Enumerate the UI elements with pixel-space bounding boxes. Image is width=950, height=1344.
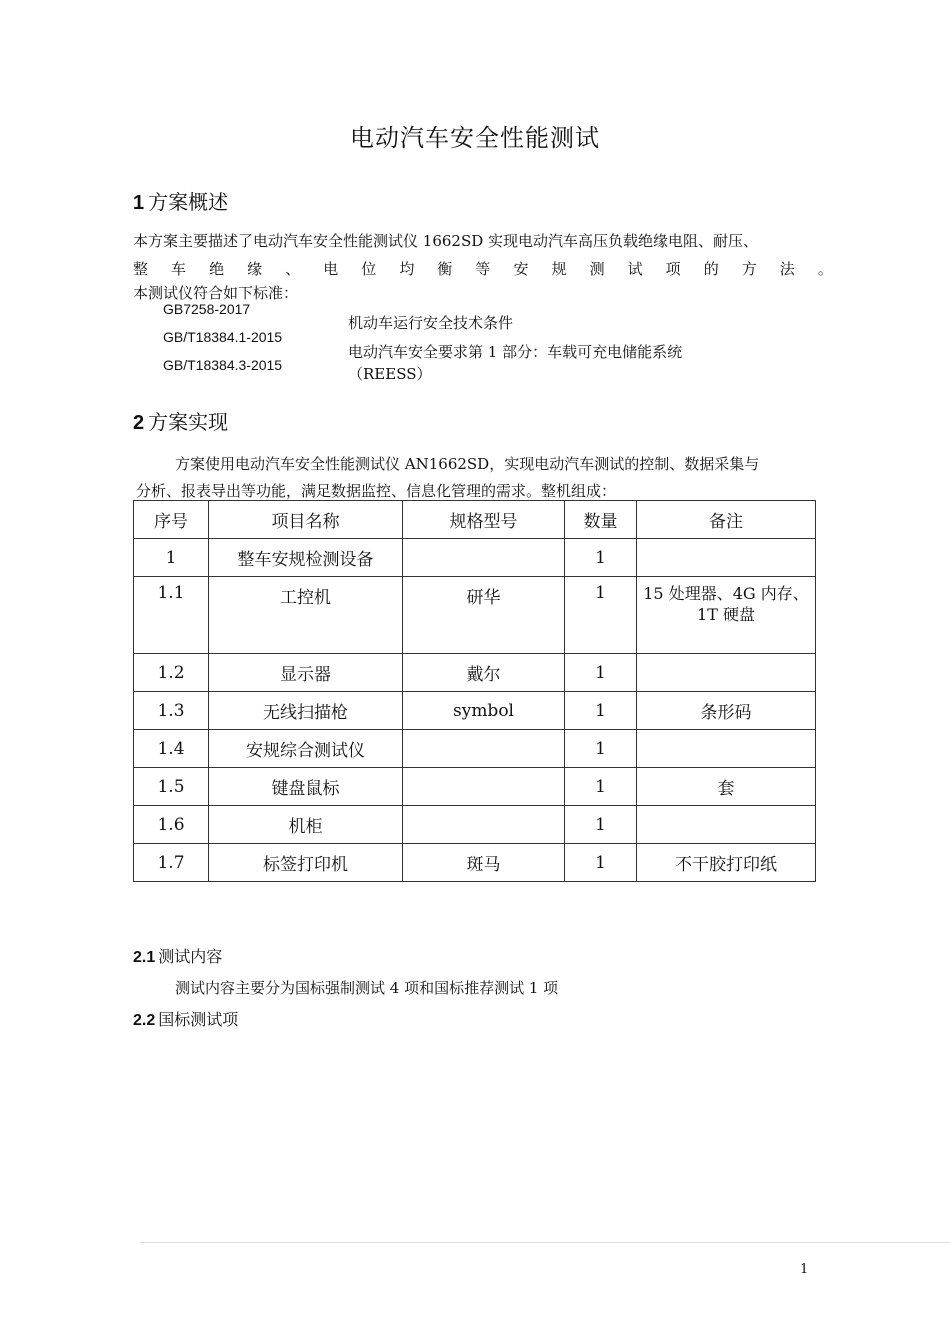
table-cell: 1 — [565, 730, 637, 768]
table-header-row — [134, 501, 816, 539]
table-row — [134, 730, 816, 768]
intro-char: 法 — [779, 260, 795, 278]
table-cell — [403, 768, 565, 806]
intro-char: 项 — [665, 260, 681, 278]
table-cell — [637, 654, 816, 692]
section-number: 2.1 — [133, 949, 156, 966]
table-cell: 1 — [134, 539, 209, 577]
table-cell: 1 — [565, 768, 637, 806]
table-cell: 戴尔 — [403, 654, 565, 692]
intro-char: 均 — [399, 260, 415, 278]
intro-line-1: 本方案主要描述了电动汽车安全性能测试仪 1662SD 实现电动汽车高压负载绝缘电阻、耐压、 — [133, 232, 759, 250]
intro-char: 缘 — [247, 260, 263, 278]
table-cell: 研华 — [403, 577, 565, 654]
table-cell: 显示器 — [209, 654, 403, 692]
table-cell: 斑马 — [403, 844, 565, 882]
column-header: 备注 — [637, 501, 816, 539]
column-header: 项目名称 — [209, 501, 403, 539]
table-cell: symbol — [403, 692, 565, 730]
table-row — [134, 806, 816, 844]
intro-char: 整 — [133, 260, 149, 278]
table-row — [134, 692, 816, 730]
column-header: 数量 — [565, 501, 637, 539]
table-cell — [637, 577, 816, 654]
table-cell: 1 — [565, 577, 637, 654]
table-row — [134, 768, 816, 806]
column-header: 规格型号 — [403, 501, 565, 539]
table-cell: 1 — [565, 806, 637, 844]
section-title: 方案实现 — [148, 410, 229, 434]
standard-description-tail: （REESS） — [348, 365, 432, 383]
standard-code: GB/T18384.3-2015 — [163, 357, 283, 373]
section-number: 1 — [133, 192, 145, 214]
intro-char: 的 — [703, 260, 719, 278]
table-cell — [403, 730, 565, 768]
table-cell: 套 — [637, 768, 816, 806]
table-cell — [403, 539, 565, 577]
section-1-heading — [133, 186, 228, 215]
table-cell: 机柜 — [209, 806, 403, 844]
table-cell: 1 — [565, 539, 637, 577]
intro-char: 试 — [627, 260, 643, 278]
standard-code: GB/T18384.1-2015 — [163, 329, 283, 345]
intro-char: 方 — [741, 260, 757, 278]
table-cell: 1.3 — [134, 692, 209, 730]
standard-code: GB7258-2017 — [163, 301, 251, 317]
table-cell: 安规综合测试仪 — [209, 730, 403, 768]
table-cell: 工控机 — [209, 577, 403, 654]
table-cell: 1.1 — [134, 577, 209, 654]
section-2-1-heading — [133, 944, 222, 967]
table-cell: 条形码 — [637, 692, 816, 730]
intro-char: 位 — [361, 260, 377, 278]
table-cell: 1 — [565, 692, 637, 730]
standard-description: 机动车运行安全技术条件 — [348, 314, 514, 332]
intro-char: 电 — [323, 260, 339, 278]
footer-divider — [140, 1242, 950, 1243]
section-number: 2.2 — [133, 1012, 156, 1029]
table-cell: 整车安规检测设备 — [209, 539, 403, 577]
table-cell: 1.5 — [134, 768, 209, 806]
column-header: 序号 — [134, 501, 209, 539]
intro-char: 规 — [551, 260, 567, 278]
table-cell — [637, 539, 816, 577]
page-number: 1 — [800, 1262, 809, 1277]
table-cell — [403, 806, 565, 844]
table-row — [134, 539, 816, 577]
section-2-1-text: 测试内容主要分为国标强制测试 4 项和国标推荐测试 1 项 — [175, 979, 559, 997]
table-cell: 无线扫描枪 — [209, 692, 403, 730]
document-title: 电动汽车安全性能测试 — [350, 124, 600, 152]
table-cell: 1 — [565, 844, 637, 882]
table-cell: 1.2 — [134, 654, 209, 692]
section-2-paragraph-line-2: 分析、报表导出等功能，满足数据监控、信息化管理的需求。整机组成： — [136, 482, 617, 500]
table-cell: 1.6 — [134, 806, 209, 844]
equipment-table — [133, 500, 816, 882]
section-2-heading — [133, 406, 228, 435]
intro-char: 。 — [817, 260, 833, 278]
intro-char: 安 — [513, 260, 529, 278]
intro-char: 衡 — [437, 260, 453, 278]
section-2-2-heading — [133, 1007, 238, 1030]
table-cell: 键盘鼠标 — [209, 768, 403, 806]
section-title: 国标测试项 — [158, 1010, 239, 1029]
intro-char: 、 — [285, 260, 301, 278]
table-row — [134, 844, 816, 882]
section-title: 测试内容 — [158, 947, 223, 966]
intro-line-3: 本测试仪符合如下标准： — [133, 284, 299, 302]
table-cell — [637, 730, 816, 768]
table-row — [134, 577, 816, 654]
standard-description: 电动汽车安全要求第 1 部分：车载可充电储能系统 — [348, 343, 683, 361]
intro-char: 测 — [589, 260, 605, 278]
section-2-paragraph-line-1: 方案使用电动汽车安全性能测试仪 AN1662SD，实现电动汽车测试的控制、数据采集与 — [175, 455, 760, 473]
intro-char: 绝 — [209, 260, 225, 278]
table-cell: 不干胶打印纸 — [637, 844, 816, 882]
table-cell: 标签打印机 — [209, 844, 403, 882]
section-number: 2 — [133, 412, 145, 434]
section-title: 方案概述 — [148, 190, 229, 214]
table-cell: 1.7 — [134, 844, 209, 882]
table-cell: 1.4 — [134, 730, 209, 768]
table-row — [134, 654, 816, 692]
note-text: 15 处理器、4G 内存、1T 硬盘 — [643, 584, 809, 624]
table-cell — [637, 806, 816, 844]
intro-char: 车 — [171, 260, 187, 278]
intro-char: 等 — [475, 260, 491, 278]
intro-line-2 — [133, 258, 833, 279]
table-cell: 1 — [565, 654, 637, 692]
